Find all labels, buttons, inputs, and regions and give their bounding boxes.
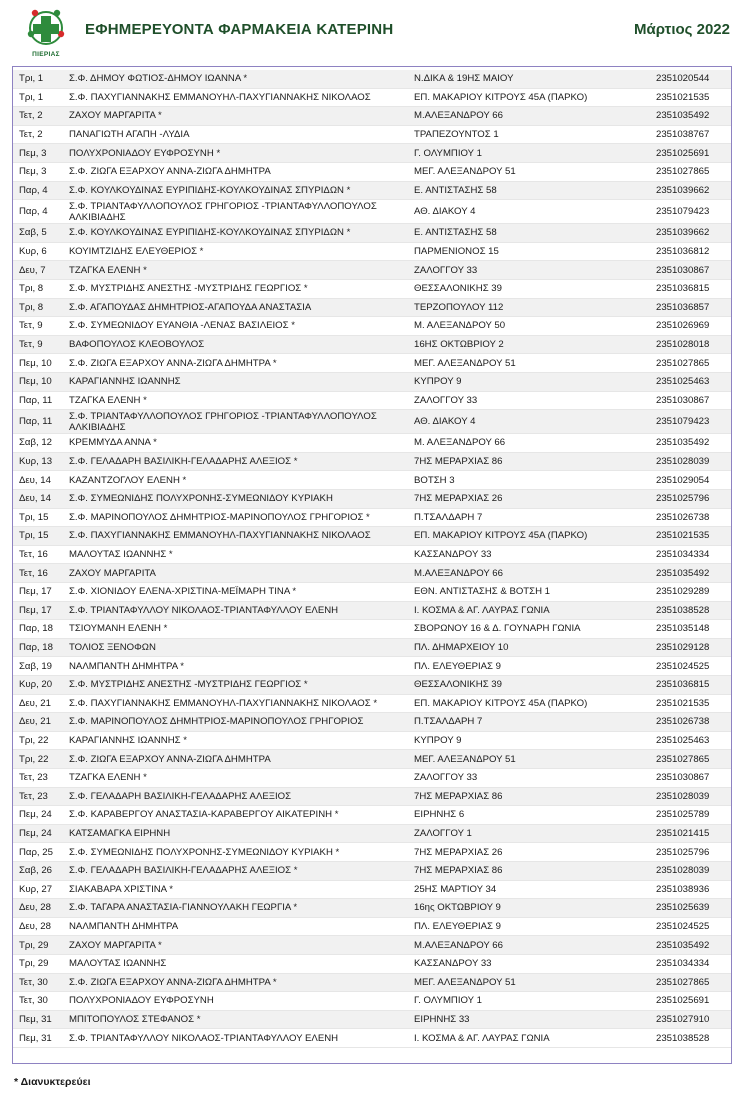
- address-cell: 16ΗΣ ΟΚΤΩΒΡΙΟΥ 2: [414, 339, 504, 351]
- table-row: [13, 317, 731, 336]
- footnote: * Διανυκτερεύει: [14, 1076, 91, 1088]
- pharmacy-name-cell: ΤΖΑΓΚΑ ΕΛΕΝΗ *: [69, 264, 147, 276]
- pharmacy-name-cell: ΚΑΖΑΝΤΖΟΓΛΟΥ ΕΛΕΝΗ *: [69, 474, 187, 486]
- address-cell: ΠΛ. ΔΗΜΑΡΧΕΙΟΥ 10: [414, 642, 509, 654]
- date-cell: Πεμ, 3: [19, 166, 47, 178]
- table-row: [13, 490, 731, 509]
- pharmacy-name-cell: ΝΑΛΜΠΑΝΤΗ ΔΗΜΗΤΡΑ: [69, 921, 179, 933]
- table-row: [13, 527, 731, 546]
- table-row: [13, 509, 731, 528]
- date-cell: Τρι, 8: [19, 301, 44, 313]
- pharmacy-name-cell: Σ.Φ. ΤΡΙΑΝΤΑΦΥΛΛΟΠΟΥΛΟΣ ΓΡΗΓΟΡΙΟΣ -ΤΡΙΑΝΤΑΦΥΛΛΟΠΟΥΛΟΣ ΑΛΚΙΒΙΑΔΗΣ: [69, 200, 377, 223]
- pharmacy-name-cell: ΚΑΤΣΑΜΑΓΚΑ ΕΙΡΗΝΗ: [69, 828, 171, 840]
- date-cell: Τρι, 22: [19, 753, 49, 765]
- pharmacy-name-cell: Σ.Φ. ΖΙΩΓΑ ΕΞΑΡΧΟΥ ΑΝΝΑ-ΖΙΩΓΑ ΔΗΜΗΤΡΑ: [69, 753, 271, 765]
- table-row: [13, 843, 731, 862]
- date-cell: Τετ, 16: [19, 567, 48, 579]
- pharmacy-name-cell: Σ.Φ. ΤΡΙΑΝΤΑΦΥΛΛΟΥ ΝΙΚΟΛΑΟΣ-ΤΡΙΑΝΤΑΦΥΛΛΟΥ ΕΛΕΝΗ: [69, 1032, 339, 1044]
- phone-cell: 2351039662: [656, 184, 710, 196]
- table-row: [13, 89, 731, 108]
- table-row: [13, 583, 731, 602]
- pharmacy-name-cell: Σ.Φ. ΖΙΩΓΑ ΕΞΑΡΧΟΥ ΑΝΝΑ-ΖΙΩΓΑ ΔΗΜΗΤΡΑ *: [69, 357, 277, 369]
- table-row: [13, 70, 731, 89]
- pharmacy-name-cell: Σ.Φ. ΚΟΥΛΚΟΥΔΙΝΑΣ ΕΥΡΙΠΙΔΗΣ-ΚΟΥΛΚΟΥΔΙΝΑΣ ΣΠΥΡΙΔΩΝ *: [69, 184, 351, 196]
- date-cell: Πεμ, 17: [19, 586, 52, 598]
- table-row: [13, 955, 731, 974]
- phone-cell: 2351021535: [656, 91, 710, 103]
- table-row: [13, 564, 731, 583]
- date-cell: Παρ, 4: [19, 184, 48, 196]
- date-cell: Κυρ, 13: [19, 456, 53, 468]
- phone-cell: 2351020544: [656, 73, 710, 85]
- phone-cell: 2351025463: [656, 735, 710, 747]
- date-cell: Πεμ, 10: [19, 357, 52, 369]
- phone-cell: 2351025463: [656, 376, 710, 388]
- phone-cell: 2351028018: [656, 339, 710, 351]
- phone-cell: 2351026969: [656, 320, 710, 332]
- table-row: [13, 163, 731, 182]
- date-cell: Παρ, 4: [19, 206, 48, 218]
- table-row: [13, 392, 731, 411]
- date-cell: Τετ, 2: [19, 110, 43, 122]
- address-cell: ΕΙΡΗΝΗΣ 6: [414, 809, 465, 821]
- address-cell: ΖΑΛΟΓΓΟΥ 1: [414, 828, 472, 840]
- date-cell: Τετ, 23: [19, 772, 48, 784]
- pharmacy-name-cell: ΜΑΛΟΥΤΑΣ ΙΩΑΝΝΗΣ: [69, 958, 167, 970]
- pharmacy-name-cell: Σ.Φ. ΜΥΣΤΡΙΔΗΣ ΑΝΕΣΤΗΣ -ΜΥΣΤΡΙΔΗΣ ΓΕΩΡΓΙΟΣ *: [69, 283, 308, 295]
- table-row: [13, 471, 731, 490]
- address-cell: ΜΕΓ. ΑΛΕΞΑΝΔΡΟΥ 51: [414, 753, 516, 765]
- phone-cell: 2351035492: [656, 939, 710, 951]
- pharmacy-name-cell: ΜΠΙΤΟΠΟΥΛΟΣ ΣΤΕΦΑΝΟΣ *: [69, 1014, 201, 1026]
- date-cell: Τετ, 9: [19, 339, 43, 351]
- address-cell: 7ΗΣ ΜΕΡΑΡΧΙΑΣ 26: [414, 493, 503, 505]
- pharmacy-name-cell: Σ.Φ. ΚΑΡΑΒΕΡΓΟΥ ΑΝΑΣΤΑΣΙΑ-ΚΑΡΑΒΕΡΓΟΥ ΑΙΚΑΤΕΡΙΝΗ *: [69, 809, 339, 821]
- phone-cell: 2351030867: [656, 264, 710, 276]
- table-row: [13, 899, 731, 918]
- phone-cell: 2351029289: [656, 586, 710, 598]
- date-cell: Δευ, 14: [19, 474, 51, 486]
- date-cell: Δευ, 21: [19, 716, 51, 728]
- date-cell: Πεμ, 3: [19, 147, 47, 159]
- phone-cell: 2351034334: [656, 958, 710, 970]
- phone-cell: 2351030867: [656, 772, 710, 784]
- table-row: [13, 750, 731, 769]
- pharmacy-name-cell: Σ.Φ. ΓΕΛΑΔΑΡΗ ΒΑΣΙΛΙΚΗ-ΓΕΛΑΔΑΡΗΣ ΑΛΕΞΙΟΣ *: [69, 865, 298, 877]
- table-row: [13, 769, 731, 788]
- pharmacy-name-cell: ΜΑΛΟΥΤΑΣ ΙΩΑΝΝΗΣ *: [69, 549, 173, 561]
- date-cell: Πεμ, 31: [19, 1014, 52, 1026]
- date-cell: Πεμ, 31: [19, 1032, 52, 1044]
- date-cell: Παρ, 11: [19, 416, 53, 428]
- pharmacy-name-cell: ΚΑΡΑΓΙΑΝΝΗΣ ΙΩΑΝΝΗΣ *: [69, 735, 187, 747]
- date-cell: Τρι, 15: [19, 530, 49, 542]
- pharmacy-name-cell: Σ.Φ. ΠΑΧΥΓΙΑΝΝΑΚΗΣ ΕΜΜΑΝΟΥΗΛ-ΠΑΧΥΓΙΑΝΝΑΚΗΣ ΝΙΚΟΛΑΟΣ: [69, 530, 371, 542]
- phone-cell: 2351038528: [656, 604, 710, 616]
- date-cell: Σαβ, 12: [19, 437, 52, 449]
- pharmacy-name-cell: Σ.Φ. ΑΓΑΠΟΥΔΑΣ ΔΗΜΗΤΡΙΟΣ-ΑΓΑΠΟΥΔΑ ΑΝΑΣΤΑΣΙΑ: [69, 301, 312, 313]
- phone-cell: 2351024525: [656, 660, 710, 672]
- phone-cell: 2351035492: [656, 567, 710, 579]
- date-cell: Πεμ, 17: [19, 604, 52, 616]
- pharmacy-name-cell: Σ.Φ. ΚΟΥΛΚΟΥΔΙΝΑΣ ΕΥΡΙΠΙΔΗΣ-ΚΟΥΛΚΟΥΔΙΝΑΣ ΣΠΥΡΙΔΩΝ *: [69, 227, 351, 239]
- date-cell: Δευ, 28: [19, 902, 51, 914]
- pharmacy-name-cell: Σ.Φ. ΓΕΛΑΔΑΡΗ ΒΑΣΙΛΙΚΗ-ΓΕΛΑΔΑΡΗΣ ΑΛΕΞΙΟΣ *: [69, 456, 298, 468]
- pharmacy-name-cell: ΠΟΛΥΧΡΟΝΙΑΔΟΥ ΕΥΦΡΟΣΥΝΗ: [69, 995, 214, 1007]
- date-cell: Παρ, 18: [19, 623, 53, 635]
- phone-cell: 2351029128: [656, 642, 710, 654]
- pharmacy-name-cell: ΖΑΧΟΥ ΜΑΡΓΑΡΙΤΑ *: [69, 939, 162, 951]
- phone-cell: 2351039662: [656, 227, 710, 239]
- address-cell: Μ.ΑΛΕΞΑΝΔΡΟΥ 66: [414, 110, 503, 122]
- address-cell: ΑΘ. ΔΙΑΚΟΥ 4: [414, 206, 476, 218]
- document-month: Μάρτιος 2022: [634, 21, 730, 38]
- green-cross-icon: [26, 4, 66, 52]
- table-row: [13, 182, 731, 201]
- address-cell: ΕΠ. ΜΑΚΑΡΙΟΥ ΚΙΤΡΟΥΣ 45Α (ΠΑΡΚΟ): [414, 530, 588, 542]
- pharmacy-association-logo: [26, 4, 66, 60]
- date-cell: Σαβ, 19: [19, 660, 52, 672]
- table-row: [13, 299, 731, 318]
- phone-cell: 2351027910: [656, 1014, 710, 1026]
- pharmacy-name-cell: ΒΑΦΟΠΟΥΛΟΣ ΚΛΕΟΒΟΥΛΟΣ: [69, 339, 205, 351]
- table-row: [13, 144, 731, 163]
- table-row: [13, 336, 731, 355]
- table-row: [13, 354, 731, 373]
- date-cell: Τετ, 23: [19, 790, 48, 802]
- pharmacy-name-cell: Σ.Φ. ΣΥΜΕΩΝΙΔΗΣ ΠΟΛΥΧΡΟΝΗΣ-ΣΥΜΕΩΝΙΔΟΥ ΚΥΡΙΑΚΗ: [69, 493, 333, 505]
- phone-cell: 2351028039: [656, 865, 710, 877]
- phone-cell: 2351027865: [656, 753, 710, 765]
- phone-cell: 2351029054: [656, 474, 710, 486]
- phone-cell: 2351028039: [656, 456, 710, 468]
- address-cell: ΠΛ. ΕΛΕΥΘΕΡΙΑΣ 9: [414, 660, 501, 672]
- phone-cell: 2351025796: [656, 493, 710, 505]
- phone-cell: 2351034334: [656, 549, 710, 561]
- date-cell: Τρι, 1: [19, 91, 44, 103]
- pharmacy-name-cell: Σ.Φ. ΤΡΙΑΝΤΑΦΥΛΛΟΥ ΝΙΚΟΛΑΟΣ-ΤΡΙΑΝΤΑΦΥΛΛΟΥ ΕΛΕΝΗ: [69, 604, 339, 616]
- phone-cell: 2351025691: [656, 995, 710, 1007]
- table-row: [13, 1011, 731, 1030]
- table-row: [13, 918, 731, 937]
- address-cell: ΚΥΠΡΟΥ 9: [414, 376, 462, 388]
- date-cell: Παρ, 11: [19, 394, 53, 406]
- table-row: [13, 261, 731, 280]
- pharmacy-name-cell: ΖΑΧΟΥ ΜΑΡΓΑΡΙΤΑ *: [69, 110, 162, 122]
- date-cell: Κυρ, 20: [19, 679, 53, 691]
- address-cell: Ε. ΑΝΤΙΣΤΑΣΗΣ 58: [414, 184, 497, 196]
- phone-cell: 2351036815: [656, 679, 710, 691]
- phone-cell: 2351021535: [656, 530, 710, 542]
- phone-cell: 2351027865: [656, 357, 710, 369]
- pharmacy-name-cell: Σ.Φ. ΤΑΓΑΡΑ ΑΝΑΣΤΑΣΙΑ-ΓΙΑΝΝΟΥΛΑΚΗ ΓΕΩΡΓΙΑ *: [69, 902, 298, 914]
- pharmacy-name-cell: Σ.Φ. ΠΑΧΥΓΙΑΝΝΑΚΗΣ ΕΜΜΑΝΟΥΗΛ-ΠΑΧΥΓΙΑΝΝΑΚΗΣ ΝΙΚΟΛΑΟΣ *: [69, 697, 378, 709]
- table-row: [13, 224, 731, 243]
- address-cell: ΚΑΣΣΑΝΔΡΟΥ 33: [414, 958, 492, 970]
- table-row: [13, 806, 731, 825]
- table-row: [13, 695, 731, 714]
- date-cell: Κυρ, 27: [19, 883, 53, 895]
- table-row: [13, 881, 731, 900]
- phone-cell: 2351036815: [656, 283, 710, 295]
- date-cell: Τετ, 9: [19, 320, 43, 332]
- address-cell: ΕΙΡΗΝΗΣ 33: [414, 1014, 470, 1026]
- phone-cell: 2351021535: [656, 697, 710, 709]
- date-cell: Τρι, 22: [19, 735, 49, 747]
- pharmacy-name-cell: ΚΑΡΑΓΙΑΝΝΗΣ ΙΩΑΝΝΗΣ: [69, 376, 181, 388]
- pharmacy-name-cell: Σ.Φ. ΖΙΩΓΑ ΕΞΑΡΧΟΥ ΑΝΝΑ-ΖΙΩΓΑ ΔΗΜΗΤΡΑ: [69, 166, 271, 178]
- table-row: [13, 732, 731, 751]
- address-cell: ΖΑΛΟΓΓΟΥ 33: [414, 264, 478, 276]
- address-cell: ΠΑΡΜΕΝΙΟΝΟΣ 15: [414, 246, 499, 258]
- pharmacy-name-cell: Σ.Φ. ΣΥΜΕΩΝΙΔΟΥ ΕΥΑΝΘΙΑ -ΛΕΝΑΣ ΒΑΣΙΛΕΙΟΣ *: [69, 320, 295, 332]
- address-cell: Μ.ΑΛΕΞΑΝΔΡΟΥ 66: [414, 939, 503, 951]
- date-cell: Πεμ, 24: [19, 809, 52, 821]
- pharmacy-name-cell: ΣΙΑΚΑΒΑΡΑ ΧΡΙΣΤΙΝΑ *: [69, 883, 173, 895]
- phone-cell: 2351036857: [656, 301, 710, 313]
- address-cell: Ν.ΔΙΚΑ & 19ΗΣ ΜΑΙΟΥ: [414, 73, 514, 85]
- address-cell: 7ΗΣ ΜΕΡΑΡΧΙΑΣ 86: [414, 456, 503, 468]
- address-cell: 7ΗΣ ΜΕΡΑΡΧΙΑΣ 86: [414, 790, 503, 802]
- address-cell: ΤΡΑΠΕΖΟΥΝΤΟΣ 1: [414, 129, 499, 141]
- phone-cell: 2351024525: [656, 921, 710, 933]
- date-cell: Τετ, 16: [19, 549, 48, 561]
- date-cell: Τρι, 8: [19, 283, 44, 295]
- address-cell: ΚΥΠΡΟΥ 9: [414, 735, 462, 747]
- address-cell: Π.ΤΣΑΛΔΑΡΗ 7: [414, 511, 483, 523]
- address-cell: Μ.ΑΛΕΞΑΝΔΡΟΥ 66: [414, 567, 503, 579]
- date-cell: Σαβ, 26: [19, 865, 52, 877]
- phone-cell: 2351027865: [656, 166, 710, 178]
- address-cell: 7ΗΣ ΜΕΡΑΡΧΙΑΣ 26: [414, 846, 503, 858]
- address-cell: Π.ΤΣΑΛΔΑΡΗ 7: [414, 716, 483, 728]
- address-cell: ΜΕΓ. ΑΛΕΞΑΝΔΡΟΥ 51: [414, 976, 516, 988]
- phone-cell: 2351079423: [656, 206, 710, 218]
- table-row: [13, 200, 731, 224]
- duty-pharmacies-table: [12, 66, 732, 1064]
- table-row: [13, 243, 731, 262]
- page-header: [0, 0, 746, 62]
- pharmacy-name-cell: ΚΡΕΜΜΥΔΑ ΑΝΝΑ *: [69, 437, 157, 449]
- address-cell: Ε. ΑΝΤΙΣΤΑΣΗΣ 58: [414, 227, 497, 239]
- date-cell: Δευ, 28: [19, 921, 51, 933]
- phone-cell: 2351038936: [656, 883, 710, 895]
- table-row: [13, 434, 731, 453]
- date-cell: Κυρ, 6: [19, 246, 47, 258]
- date-cell: Τρι, 29: [19, 939, 49, 951]
- pharmacy-name-cell: Σ.Φ. ΠΑΧΥΓΙΑΝΝΑΚΗΣ ΕΜΜΑΝΟΥΗΛ-ΠΑΧΥΓΙΑΝΝΑΚΗΣ ΝΙΚΟΛΑΟΣ: [69, 91, 371, 103]
- address-cell: ΚΑΣΣΑΝΔΡΟΥ 33: [414, 549, 492, 561]
- phone-cell: 2351079423: [656, 416, 710, 428]
- address-cell: ΑΘ. ΔΙΑΚΟΥ 4: [414, 416, 476, 428]
- logo-text: ΠΙΕΡΙΑΣ: [32, 51, 60, 58]
- table-row: [13, 974, 731, 993]
- phone-cell: 2351038767: [656, 129, 710, 141]
- table-row: [13, 107, 731, 126]
- phone-cell: 2351025796: [656, 846, 710, 858]
- pharmacy-name-cell: ΤΖΑΓΚΑ ΕΛΕΝΗ *: [69, 772, 147, 784]
- address-cell: ΕΠ. ΜΑΚΑΡΙΟΥ ΚΙΤΡΟΥΣ 45Α (ΠΑΡΚΟ): [414, 697, 588, 709]
- pharmacy-name-cell: ΝΑΛΜΠΑΝΤΗ ΔΗΜΗΤΡΑ *: [69, 660, 184, 672]
- pharmacy-name-cell: ΠΑΝΑΓΙΩΤΗ ΑΓΑΠΗ -ΛΥΔΙΑ: [69, 129, 190, 141]
- address-cell: ΘΕΣΣΑΛΟΝΙΚΗΣ 39: [414, 679, 502, 691]
- date-cell: Πεμ, 10: [19, 376, 52, 388]
- document-title: ΕΦΗΜΕΡΕΥΟΝΤΑ ΦΑΡΜΑΚΕΙΑ ΚΑΤΕΡΙΝΗ: [85, 21, 394, 38]
- pharmacy-name-cell: Σ.Φ. ΔΗΜΟΥ ΦΩΤΙΟΣ-ΔΗΜΟΥ ΙΩΑΝΝΑ *: [69, 73, 248, 85]
- table-row: [13, 126, 731, 145]
- address-cell: ΤΕΡΖΟΠΟΥΛΟΥ 112: [414, 301, 504, 313]
- phone-cell: 2351038528: [656, 1032, 710, 1044]
- phone-cell: 2351027865: [656, 976, 710, 988]
- phone-cell: 2351025639: [656, 902, 710, 914]
- date-cell: Τετ, 2: [19, 129, 43, 141]
- phone-cell: 2351026738: [656, 716, 710, 728]
- table-row: [13, 410, 731, 434]
- phone-cell: 2351035492: [656, 437, 710, 449]
- table-row: [13, 992, 731, 1011]
- date-cell: Πεμ, 24: [19, 828, 52, 840]
- address-cell: ΒΟΤΣΗ 3: [414, 474, 455, 486]
- table-row: [13, 546, 731, 565]
- date-cell: Παρ, 25: [19, 846, 53, 858]
- pharmacy-name-cell: Σ.Φ. ΜΑΡΙΝΟΠΟΥΛΟΣ ΔΗΜΗΤΡΙΟΣ-ΜΑΡΙΝΟΠΟΥΛΟΣ ΓΡΗΓΟΡΙΟΣ: [69, 716, 364, 728]
- address-cell: ΘΕΣΣΑΛΟΝΙΚΗΣ 39: [414, 283, 502, 295]
- phone-cell: 2351035492: [656, 110, 710, 122]
- date-cell: Δευ, 21: [19, 697, 51, 709]
- address-cell: 7ΗΣ ΜΕΡΑΡΧΙΑΣ 86: [414, 865, 503, 877]
- pharmacy-name-cell: Σ.Φ. ΧΙΟΝΙΔΟΥ ΕΛΕΝΑ-ΧΡΙΣΤΙΝΑ-ΜΕΪΜΑΡΗ ΤΙΝΑ *: [69, 586, 297, 598]
- address-cell: 16ης ΟΚΤΩΒΡΙΟΥ 9: [414, 902, 501, 914]
- pharmacy-name-cell: Σ.Φ. ΜΥΣΤΡΙΔΗΣ ΑΝΕΣΤΗΣ -ΜΥΣΤΡΙΔΗΣ ΓΕΩΡΓΙΟΣ *: [69, 679, 308, 691]
- table-row: [13, 862, 731, 881]
- address-cell: ΖΑΛΟΓΓΟΥ 33: [414, 394, 478, 406]
- table-row: [13, 713, 731, 732]
- pharmacy-name-cell: ΠΟΛΥΧΡΟΝΙΑΔΟΥ ΕΥΦΡΟΣΥΝΗ *: [69, 147, 221, 159]
- address-cell: Ι. ΚΟΣΜΑ & ΑΓ. ΛΑΥΡΑΣ ΓΩΝΙΑ: [414, 1032, 550, 1044]
- table-row: [13, 788, 731, 807]
- address-cell: Γ. ΟΛΥΜΠΙΟΥ 1: [414, 147, 482, 159]
- date-cell: Τρι, 1: [19, 73, 44, 85]
- address-cell: ΜΕΓ. ΑΛΕΞΑΝΔΡΟΥ 51: [414, 166, 516, 178]
- address-cell: Γ. ΟΛΥΜΠΙΟΥ 1: [414, 995, 482, 1007]
- table-row: [13, 373, 731, 392]
- date-cell: Τρι, 29: [19, 958, 49, 970]
- table-row: [13, 825, 731, 844]
- phone-cell: 2351025691: [656, 147, 710, 159]
- pharmacy-name-cell: ΖΑΧΟΥ ΜΑΡΓΑΡΙΤΑ: [69, 567, 156, 579]
- address-cell: ΕΘΝ. ΑΝΤΙΣΤΑΣΗΣ & ΒΟΤΣΗ 1: [414, 586, 551, 598]
- address-cell: ΜΕΓ. ΑΛΕΞΑΝΔΡΟΥ 51: [414, 357, 516, 369]
- pharmacy-name-cell: ΤΟΛΙΟΣ ΞΕΝΟΦΩΝ: [69, 642, 156, 654]
- table-row: [13, 639, 731, 658]
- date-cell: Σαβ, 5: [19, 227, 47, 239]
- phone-cell: 2351035148: [656, 623, 710, 635]
- table-row: [13, 620, 731, 639]
- pharmacy-name-cell: Σ.Φ. ΣΥΜΕΩΝΙΔΗΣ ΠΟΛΥΧΡΟΝΗΣ-ΣΥΜΕΩΝΙΔΟΥ ΚΥΡΙΑΚΗ *: [69, 846, 340, 858]
- table-row: [13, 602, 731, 621]
- table-row: [13, 1029, 731, 1048]
- date-cell: Δευ, 14: [19, 493, 51, 505]
- date-cell: Παρ, 18: [19, 642, 53, 654]
- pharmacy-name-cell: Σ.Φ. ΜΑΡΙΝΟΠΟΥΛΟΣ ΔΗΜΗΤΡΙΟΣ-ΜΑΡΙΝΟΠΟΥΛΟΣ ΓΡΗΓΟΡΙΟΣ *: [69, 511, 370, 523]
- address-cell: ΖΑΛΟΓΓΟΥ 33: [414, 772, 478, 784]
- date-cell: Δευ, 7: [19, 264, 46, 276]
- pharmacy-name-cell: ΤΣΙΟΥΜΑΝΗ ΕΛΕΝΗ *: [69, 623, 168, 635]
- pharmacy-name-cell: ΚΟΥΙΜΤΖΙΔΗΣ ΕΛΕΥΘΕΡΙΟΣ *: [69, 246, 204, 258]
- date-cell: Τετ, 30: [19, 995, 48, 1007]
- table-row: [13, 453, 731, 472]
- address-cell: Μ. ΑΛΕΞΑΝΔΡΟΥ 66: [414, 437, 506, 449]
- address-cell: 25ΗΣ ΜΑΡΤΙΟΥ 34: [414, 883, 497, 895]
- date-cell: Τρι, 15: [19, 511, 49, 523]
- address-cell: ΣΒΟΡΩΝΟΥ 16 & Δ. ΓΟΥΝΑΡΗ ΓΩΝΙΑ: [414, 623, 581, 635]
- address-cell: Μ. ΑΛΕΞΑΝΔΡΟΥ 50: [414, 320, 506, 332]
- address-cell: Ι. ΚΟΣΜΑ & ΑΓ. ΛΑΥΡΑΣ ΓΩΝΙΑ: [414, 604, 550, 616]
- pharmacy-name-cell: Σ.Φ. ΤΡΙΑΝΤΑΦΥΛΛΟΠΟΥΛΟΣ ΓΡΗΓΟΡΙΟΣ -ΤΡΙΑΝΤΑΦΥΛΛΟΠΟΥΛΟΣ ΑΛΚΙΒΙΑΔΗΣ: [69, 410, 377, 433]
- phone-cell: 2351026738: [656, 511, 710, 523]
- phone-cell: 2351025789: [656, 809, 710, 821]
- pharmacy-name-cell: Σ.Φ. ΓΕΛΑΔΑΡΗ ΒΑΣΙΛΙΚΗ-ΓΕΛΑΔΑΡΗΣ ΑΛΕΞΙΟΣ: [69, 790, 292, 802]
- address-cell: ΕΠ. ΜΑΚΑΡΙΟΥ ΚΙΤΡΟΥΣ 45Α (ΠΑΡΚΟ): [414, 91, 588, 103]
- address-cell: ΠΛ. ΕΛΕΥΘΕΡΙΑΣ 9: [414, 921, 501, 933]
- pharmacy-name-cell: Σ.Φ. ΖΙΩΓΑ ΕΞΑΡΧΟΥ ΑΝΝΑ-ΖΙΩΓΑ ΔΗΜΗΤΡΑ *: [69, 976, 277, 988]
- table-row: [13, 280, 731, 299]
- table-row: [13, 936, 731, 955]
- table-row: [13, 657, 731, 676]
- date-cell: Τετ, 30: [19, 976, 48, 988]
- phone-cell: 2351028039: [656, 790, 710, 802]
- phone-cell: 2351030867: [656, 394, 710, 406]
- phone-cell: 2351021415: [656, 828, 710, 840]
- table-row: [13, 676, 731, 695]
- pharmacy-name-cell: ΤΖΑΓΚΑ ΕΛΕΝΗ *: [69, 394, 147, 406]
- phone-cell: 2351036812: [656, 246, 710, 258]
